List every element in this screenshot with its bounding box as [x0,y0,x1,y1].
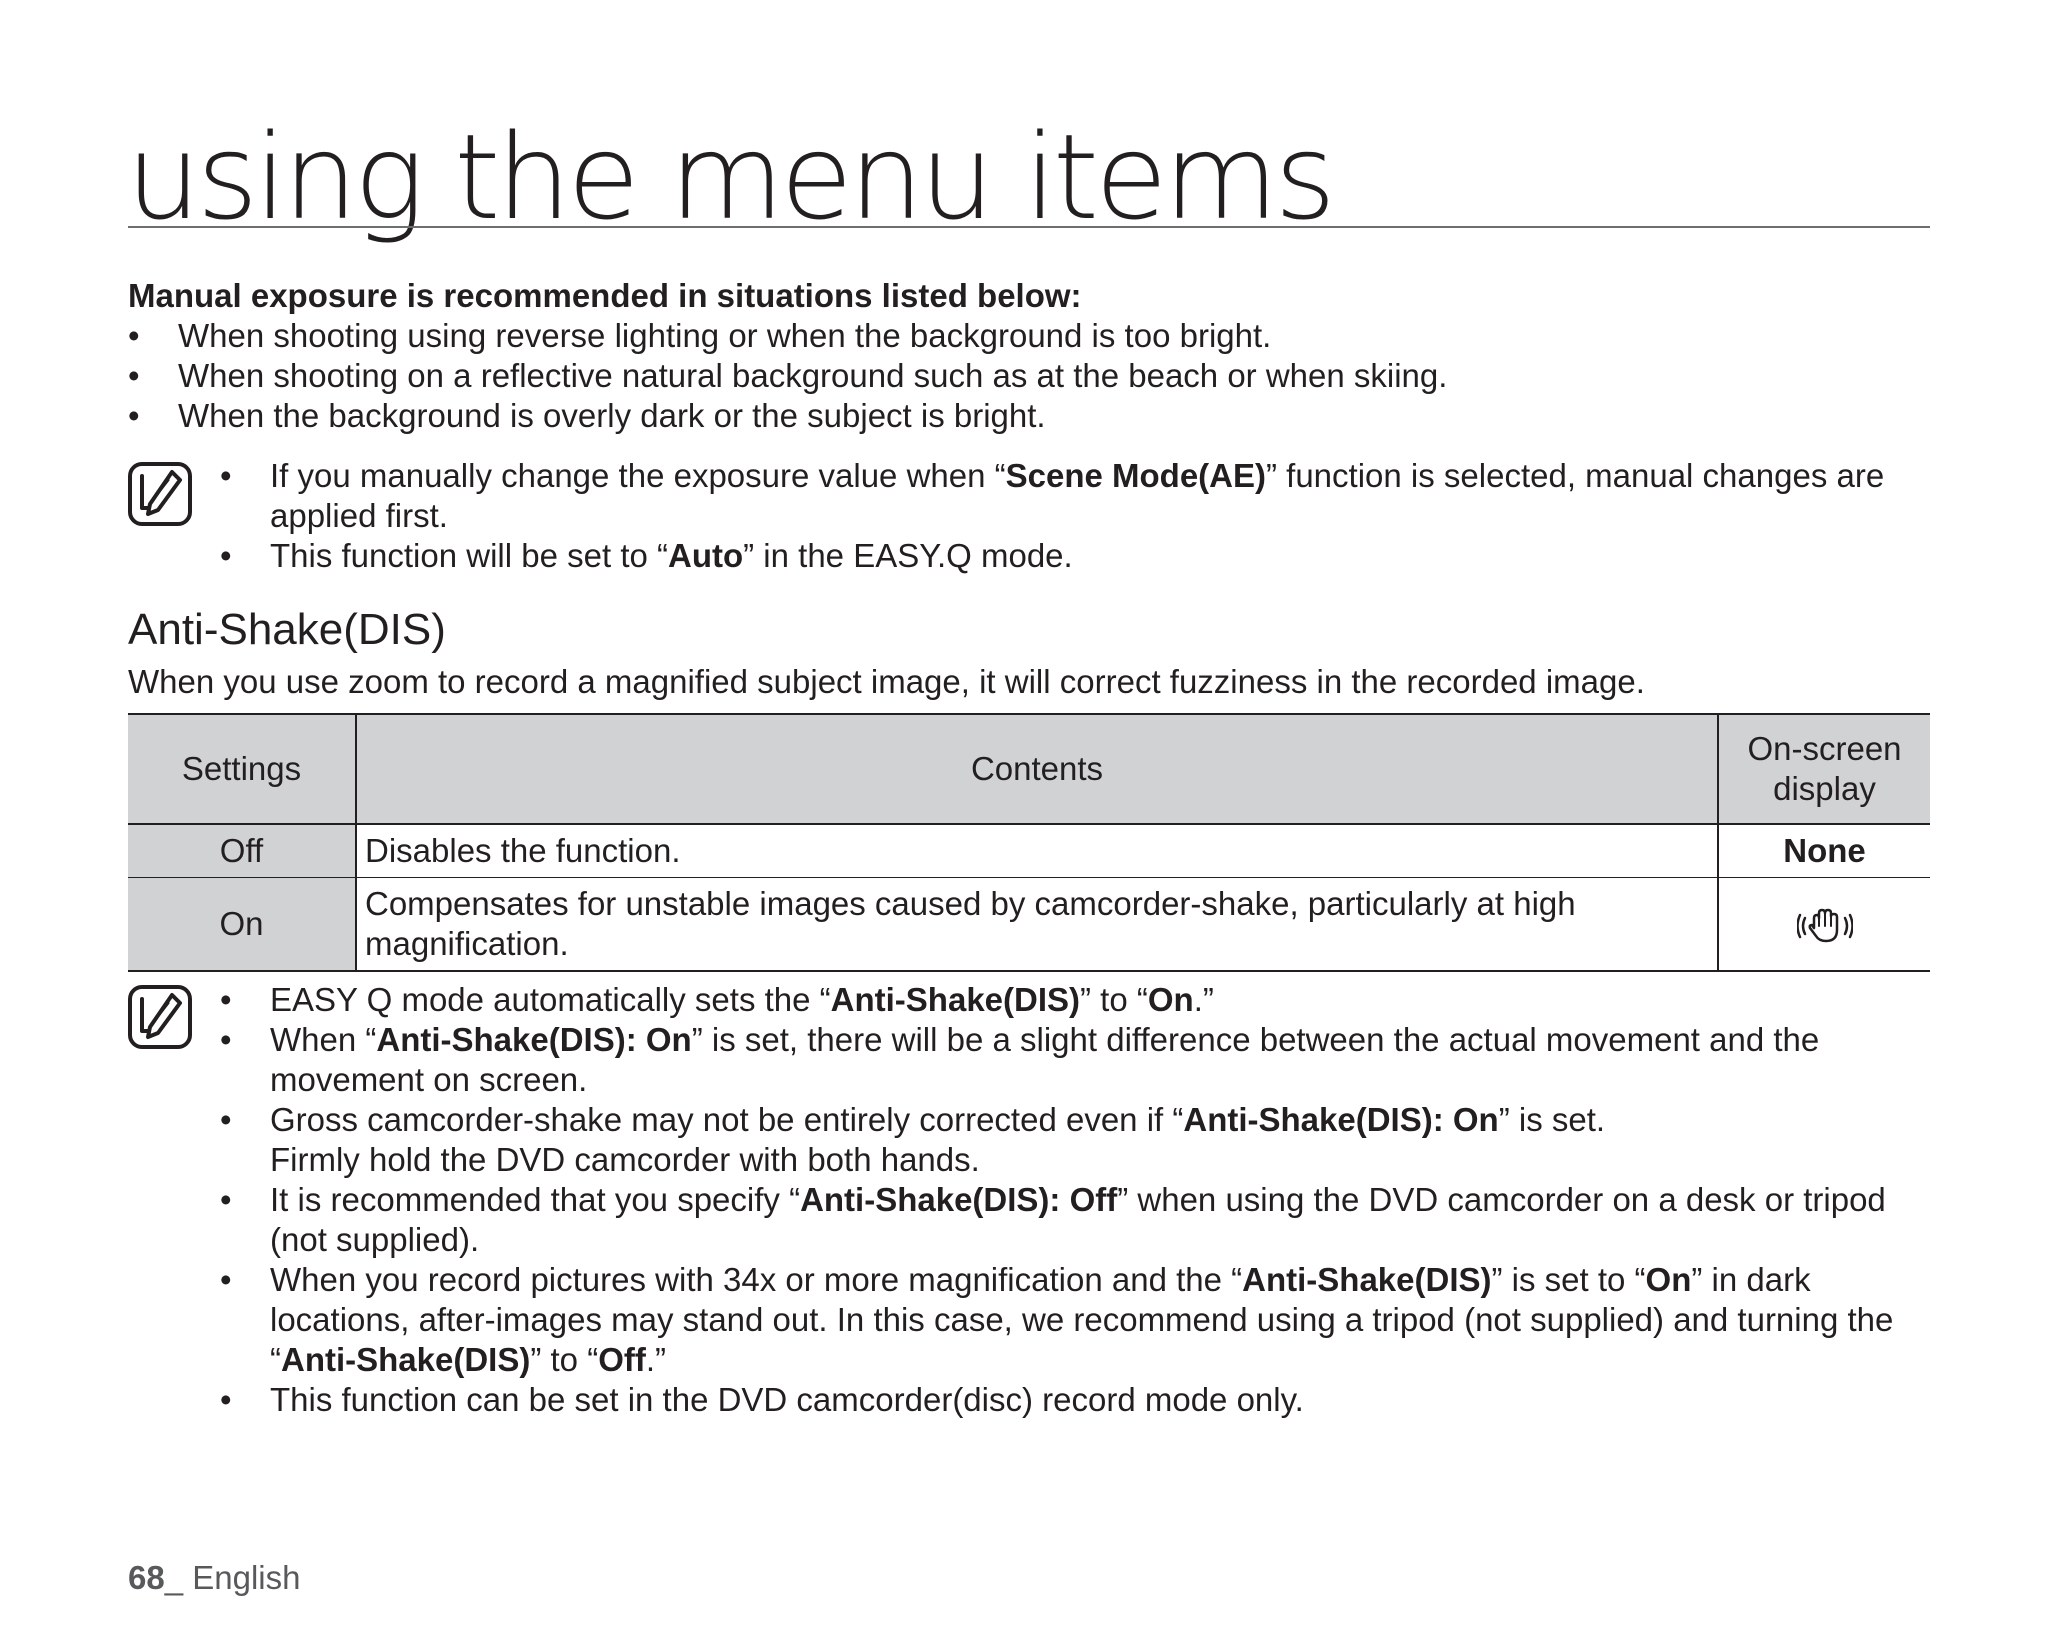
bullet-dot: • [128,397,140,434]
intro-list [128,316,1888,436]
display-cell: None [1718,824,1930,878]
note-list [220,456,1940,576]
note-icon [128,462,192,526]
list-item: • When the background is overly dark or the subject is bright. [128,397,1046,434]
header-display: On-screen display [1718,714,1930,824]
list-item: • When shooting using reverse lighting or when the background is too bright. [128,317,1272,354]
table-row [128,824,1930,878]
table-row [128,878,1930,972]
list-item: • When shooting on a reflective natural background such as at the beach or when skiing. [128,357,1448,394]
footer-language: English [192,1559,301,1596]
header-settings: Settings [128,714,356,824]
note-icon [128,985,192,1049]
list-item: • It is recommended that you specify “Anti-Shake(DIS): Off” when using the DVD camcorder on a desk or tripod (not supplied). [220,1181,1886,1258]
bullet-dot: • [220,1381,232,1418]
list-item: • If you manually change the exposure value when “Scene Mode(AE)” function is selected, manual changes are applied first. [220,457,1885,534]
display-cell [1718,878,1930,972]
setting-cell: Off [128,824,356,878]
bullet-dot: • [220,1101,232,1138]
setting-cell: On [128,878,356,972]
page-title: using the menu items [126,108,1333,246]
table-header-row [128,714,1930,824]
contents-cell: Compensates for unstable images caused by camcorder-shake, particularly at high magnification. [356,878,1718,972]
bullet-dot: • [220,1181,232,1218]
section-description: When you use zoom to record a magnified subject image, it will correct fuzziness in the recorded image. [128,663,1645,700]
list-item: • This function will be set to “Auto” in the EASY.Q mode. [220,537,1073,574]
note-list [220,980,1940,1420]
bullet-dot: • [128,317,140,354]
bullet-dot: • [128,357,140,394]
section-heading: Anti-Shake(DIS) [128,605,446,654]
list-item: • When you record pictures with 34x or more magnification and the “Anti-Shake(DIS)” is set to “On” in dark locations, after-images may stand out. In this case, we recommend using a tripod (not supplied) and turning the “Anti-Shake(DIS)” to “Off.” [220,1261,1894,1378]
intro-heading: Manual exposure is recommended in situations listed below: [128,277,1082,314]
title-divider [128,226,1930,228]
contents-cell: Disables the function. [356,824,1718,878]
settings-table [128,713,1930,972]
bullet-dot: • [220,1261,232,1298]
bullet-dot: • [220,981,232,1018]
page-number: 68 [128,1559,165,1596]
list-item: • This function can be set in the DVD camcorder(disc) record mode only. [220,1381,1304,1418]
list-item: • When “Anti-Shake(DIS): On” is set, there will be a slight difference between the actual movement and the movement on screen. [220,1021,1820,1098]
list-item: • Gross camcorder-shake may not be entirely corrected even if “Anti-Shake(DIS): On” is set. Firmly hold the DVD camcorder with both hands. [220,1101,1606,1178]
bullet-dot: • [220,537,232,574]
list-item: • EASY Q mode automatically sets the “Anti-Shake(DIS)” to “On.” [220,981,1214,1018]
bullet-dot: • [220,1021,232,1058]
page-footer: 68_ English [128,1559,301,1596]
bullet-dot: • [220,457,232,494]
anti-shake-hand-icon [1797,908,1853,944]
header-contents: Contents [356,714,1718,824]
